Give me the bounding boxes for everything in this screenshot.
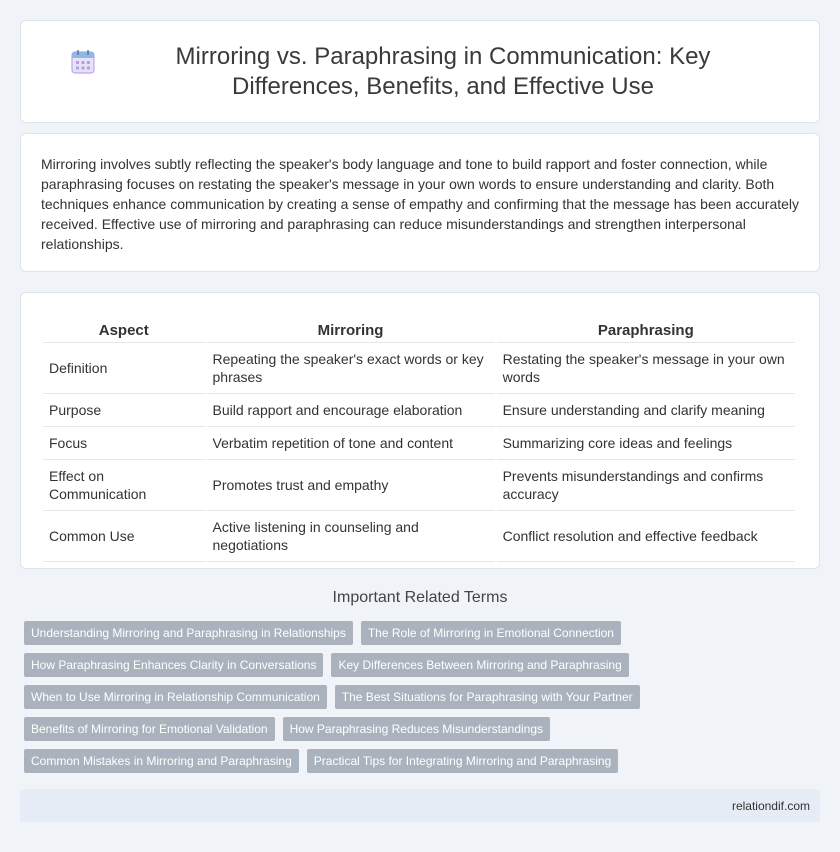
footer [20, 789, 820, 822]
table-row [43, 511, 795, 562]
intro-card [20, 133, 820, 272]
header-mirroring: Mirroring [207, 313, 495, 343]
related-term-tag[interactable]: Common Mistakes in Mirroring and Paraphrasing [24, 749, 299, 773]
title-wrap [70, 42, 770, 102]
table-cell: Verbatim repetition of tone and content [207, 427, 495, 460]
related-term-tag[interactable]: How Paraphrasing Reduces Misunderstandings [283, 717, 550, 741]
footer-site-link[interactable]: relationdif.com [731, 798, 810, 813]
table-row [43, 460, 795, 511]
header-aspect: Aspect [43, 313, 205, 343]
related-terms-list [24, 621, 820, 773]
table-cell: Repeating the speaker's exact words or key phrases [207, 343, 495, 394]
related-term-tag[interactable]: Key Differences Between Mirroring and Paraphrasing [331, 653, 628, 677]
table-cell: Purpose [43, 394, 205, 427]
related-terms-title: Important Related Terms [332, 589, 508, 606]
related-term-tag[interactable]: Understanding Mirroring and Paraphrasing in Relationships [24, 621, 353, 645]
related-term-tag[interactable]: When to Use Mirroring in Relationship Communication [24, 685, 327, 709]
calendar-icon [70, 49, 96, 75]
related-term-tag[interactable]: The Best Situations for Paraphrasing with Your Partner [335, 685, 640, 709]
table-cell: Conflict resolution and effective feedback [497, 511, 795, 562]
table-cell: Active listening in counseling and negotiations [207, 511, 495, 562]
comparison-table [41, 313, 797, 562]
table-cell: Effect on Communication [43, 460, 205, 511]
related-term-tag[interactable]: The Role of Mirroring in Emotional Connection [361, 621, 621, 645]
table-cell: Prevents misunderstandings and confirms accuracy [497, 460, 795, 511]
intro-paragraph: Mirroring involves subtly reflecting the speaker's body language and tone to build rapport and foster connection, while paraphrasing focuses on restating the speaker's message in your own words to ensure understanding and clarity. Both techniques enhance communication by creating a sense of empathy and confirming that the message has been accurately received. Effective use of mirroring and paraphrasing can reduce misunderstandings and strengthen interpersonal relationships. [41, 156, 800, 252]
header-paraphrasing: Paraphrasing [497, 313, 795, 343]
table-cell: Focus [43, 427, 205, 460]
related-term-tag[interactable]: Benefits of Mirroring for Emotional Validation [24, 717, 275, 741]
table-header-row [43, 313, 795, 343]
related-term-tag[interactable]: How Paraphrasing Enhances Clarity in Conversations [24, 653, 323, 677]
table-cell: Restating the speaker's message in your own words [497, 343, 795, 394]
related-term-tag[interactable]: Practical Tips for Integrating Mirroring and Paraphrasing [307, 749, 618, 773]
table-cell: Ensure understanding and clarify meaning [497, 394, 795, 427]
header-card [20, 20, 820, 123]
table-cell: Summarizing core ideas and feelings [497, 427, 795, 460]
table-cell: Build rapport and encourage elaboration [207, 394, 495, 427]
table-cell: Common Use [43, 511, 205, 562]
table-cell: Promotes trust and empathy [207, 460, 495, 511]
table-row [43, 394, 795, 427]
table-row [43, 343, 795, 394]
comparison-table-card [20, 292, 820, 569]
table-cell: Definition [43, 343, 205, 394]
page-title: Mirroring vs. Paraphrasing in Communication: Key Differences, Benefits, and Effective Use [175, 42, 711, 100]
table-row [43, 427, 795, 460]
